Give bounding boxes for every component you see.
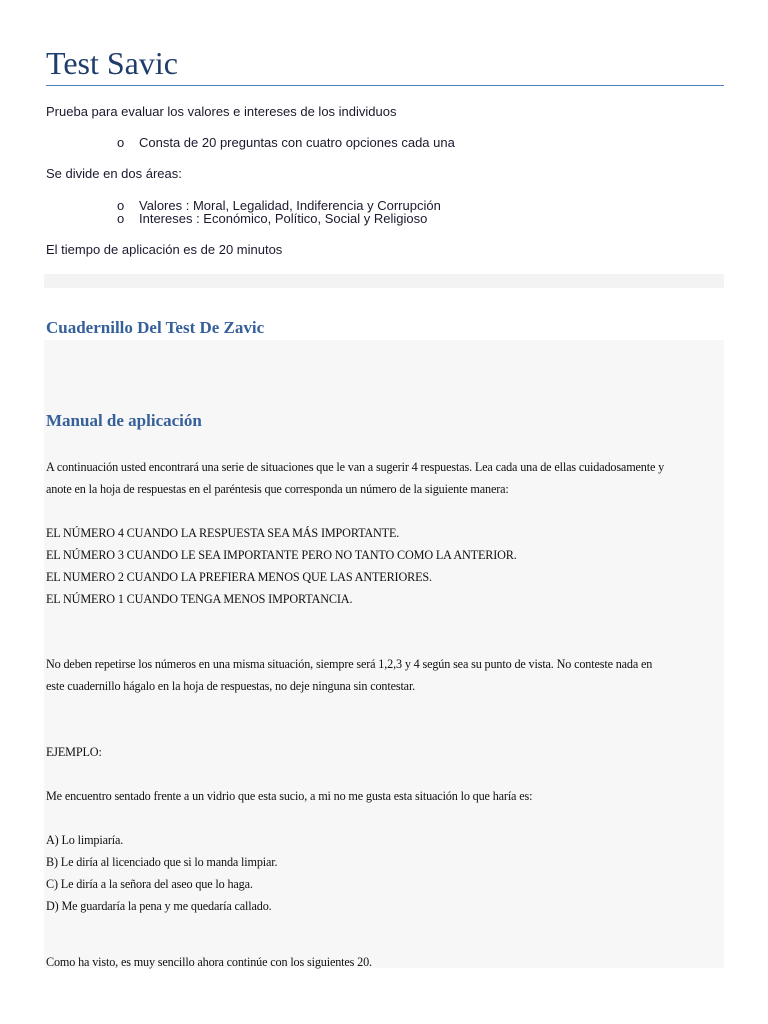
scoring-rule: EL NÚMERO 4 CUANDO LA RESPUESTA SEA MÁS IMPORTANTE.	[46, 526, 400, 540]
bullet-marker: o	[117, 135, 125, 150]
bullet-text: Intereses : Económico, Político, Social y Religioso	[139, 211, 428, 226]
example-option-a: A) Lo limpiaría.	[46, 833, 124, 847]
intro-description: Prueba para evaluar los valores e intereses de los individuos	[46, 104, 397, 119]
instructions-line: A continuación usted encontrará una serie de situaciones que le van a sugerir 4 respuestas. Lea cada una de ellas cuidadosamente y	[46, 460, 665, 474]
bullet-text: Valores : Moral, Legalidad, Indiferencia y Corrupción	[139, 198, 441, 213]
example-label: EJEMPLO:	[46, 745, 102, 759]
manual-content-block	[44, 340, 724, 968]
rules-note-line: este cuadernillo hágalo en la hoja de respuestas, no deje ninguna sin contestar.	[46, 679, 416, 693]
closing-line: Como ha visto, es muy sencillo ahora continúe con los siguientes 20.	[46, 955, 372, 969]
instructions-line: anote en la hoja de respuestas en el paréntesis que corresponda un número de la siguiente manera:	[46, 482, 509, 496]
bullet-item-questions	[117, 135, 455, 151]
bullet-item-intereses	[117, 211, 427, 227]
scoring-rule: EL NÚMERO 3 CUANDO LE SEA IMPORTANTE PERO NO TANTO COMO LA ANTERIOR.	[46, 548, 517, 562]
example-option-b: B) Le diría al licenciado que si lo manda limpiar.	[46, 855, 278, 869]
scoring-rule: EL NUMERO 2 CUANDO LA PREFIERA MENOS QUE LAS ANTERIORES.	[46, 570, 432, 584]
example-situation: Me encuentro sentado frente a un vidrio que esta sucio, a mi no me gusta esta situación lo que haría es:	[46, 789, 533, 803]
title-divider	[46, 85, 724, 86]
example-option-d: D) Me guardaría la pena y me quedaría callado.	[46, 899, 272, 913]
bullet-marker: o	[117, 211, 125, 226]
bullet-text: Consta de 20 preguntas con cuatro opciones cada una	[139, 135, 455, 150]
duration-note: El tiempo de aplicación es de 20 minutos	[46, 242, 283, 257]
areas-heading: Se divide en dos áreas:	[46, 166, 182, 181]
page-title: Test Savic	[46, 45, 178, 81]
scoring-rule: EL NÚMERO 1 CUANDO TENGA MENOS IMPORTANCIA.	[46, 592, 353, 606]
separator-band	[44, 274, 724, 288]
section-title-manual: Manual de aplicación	[46, 411, 202, 430]
example-option-c: C) Le diría a la señora del aseo que lo haga.	[46, 877, 253, 891]
section-title-cuadernillo: Cuadernillo Del Test De Zavic	[46, 318, 265, 337]
bullet-marker: o	[117, 198, 125, 213]
rules-note-line: No deben repetirse los números en una misma situación, siempre será 1,2,3 y 4 según sea su punto de vista. No conteste nada en	[46, 657, 653, 671]
